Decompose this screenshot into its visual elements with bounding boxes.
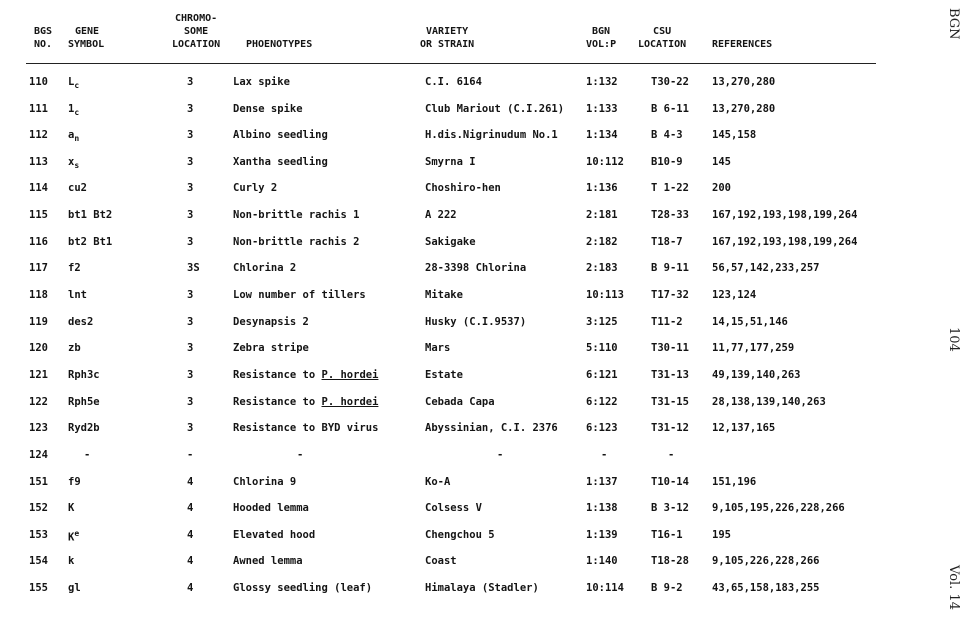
variety-cell: - <box>497 449 504 461</box>
chromosome-cell: 3 <box>187 182 194 194</box>
references-cell: 167,192,193,198,199,264 <box>712 209 858 221</box>
csu-location-cell: T16-1 <box>651 529 683 541</box>
csu-location-cell: T10-14 <box>651 476 689 488</box>
chromosome-cell: 3 <box>187 129 194 141</box>
csu-location-cell: B10-9 <box>651 156 683 168</box>
references-cell: 28,138,139,140,263 <box>712 396 826 408</box>
phenotype-cell: Xantha seedling <box>233 156 328 168</box>
references-cell: 56,57,142,233,257 <box>712 262 820 274</box>
variety-cell: Ko-A <box>425 476 451 488</box>
variety-cell: Smyrna I <box>425 156 476 168</box>
chromosome-cell: 4 <box>187 529 194 541</box>
bgn-vol-cell: 10:113 <box>586 289 624 301</box>
gene-symbol-cell: lnt <box>68 289 87 301</box>
csu-location-cell: T17-32 <box>651 289 689 301</box>
references-cell: 200 <box>712 182 731 194</box>
col-header-chromosome-location: CHROMO- SOME LOCATION <box>172 13 221 50</box>
table-row <box>0 236 900 256</box>
chromosome-cell: 3S <box>187 262 200 274</box>
bgs-no-cell: 119 <box>29 316 48 328</box>
phenotype-cell: Resistance to BYD virus <box>233 422 379 434</box>
bgs-no-cell: 116 <box>29 236 48 248</box>
bgn-vol-cell: 10:112 <box>586 156 624 168</box>
bgs-no-cell: 124 <box>29 449 48 461</box>
phenotype-cell: Desynapsis 2 <box>233 316 309 328</box>
volume-label: Vol. 14 <box>946 565 961 610</box>
bgn-vol-cell: 1:137 <box>586 476 618 488</box>
csu-location-cell: T31-15 <box>651 396 689 408</box>
table-row <box>0 182 900 202</box>
phenotype-cell: Non-brittle rachis 1 <box>233 209 360 221</box>
chromosome-cell: 3 <box>187 369 194 381</box>
bgn-vol-cell: 2:181 <box>586 209 618 221</box>
chromosome-cell: 3 <box>187 316 194 328</box>
phenotype-cell: Curly 2 <box>233 182 278 194</box>
csu-location-cell: T11-2 <box>651 316 683 328</box>
table-row <box>0 342 900 362</box>
table-row <box>0 209 900 229</box>
table-row <box>0 103 900 123</box>
chromosome-cell: 3 <box>187 76 194 88</box>
bgn-vol-cell: 1:140 <box>586 555 618 567</box>
chromosome-cell: 3 <box>187 103 194 115</box>
csu-location-cell: T30-22 <box>651 76 689 88</box>
gene-superscript: e <box>74 529 80 538</box>
references-cell: 123,124 <box>712 289 757 301</box>
chromosome-cell: 4 <box>187 582 194 594</box>
csu-location-cell: T18-7 <box>651 236 683 248</box>
table-row <box>0 529 900 549</box>
phenotype-cell: Glossy seedling (leaf) <box>233 582 373 594</box>
col-header-variety-strain: VARIETY OR STRAIN <box>420 26 475 50</box>
references-cell: 13,270,280 <box>712 103 776 115</box>
csu-location-cell: B 9-2 <box>651 582 683 594</box>
gene-symbol-cell: des2 <box>68 316 94 328</box>
table-row <box>0 582 900 602</box>
chromosome-cell: 4 <box>187 555 194 567</box>
bgn-vol-cell: 10:114 <box>586 582 624 594</box>
chromosome-cell: 3 <box>187 289 194 301</box>
bgn-vol-cell: 6:123 <box>586 422 618 434</box>
pathogen-name: P. hordei <box>321 369 379 381</box>
csu-location-cell: T30-11 <box>651 342 689 354</box>
col-header-bgn-vol: BGN VOL:P <box>586 26 617 50</box>
phenotype-cell: - <box>297 449 304 461</box>
bgs-no-cell: 120 <box>29 342 48 354</box>
bgn-vol-cell: 5:110 <box>586 342 618 354</box>
gene-symbol-cell: cu2 <box>68 182 87 194</box>
variety-cell: Choshiro-hen <box>425 182 501 194</box>
gene-symbol-cell: $K^e$ <box>68 529 80 544</box>
table-row <box>0 369 900 389</box>
bgs-no-cell: 154 <box>29 555 48 567</box>
gene-subscript: n <box>74 134 80 144</box>
chromosome-cell: 3 <box>187 396 194 408</box>
phenotype-cell: Chlorina 9 <box>233 476 297 488</box>
table-row <box>0 156 900 176</box>
csu-location-cell: T31-12 <box>651 422 689 434</box>
table-row <box>0 396 900 416</box>
chromosome-cell: 3 <box>187 236 194 248</box>
journal-abbrev: BGN <box>946 8 961 40</box>
gene-symbol-cell: - <box>84 449 91 461</box>
bgs-no-cell: 112 <box>29 129 48 141</box>
table-row <box>0 262 900 282</box>
bgn-vol-cell: 6:122 <box>586 396 618 408</box>
gene-symbol-cell: zb <box>68 342 81 354</box>
bgs-no-cell: 117 <box>29 262 48 274</box>
variety-cell: Sakigake <box>425 236 476 248</box>
gene-subscript: s <box>74 161 80 171</box>
phenotype-cell: Lax spike <box>233 76 290 88</box>
references-cell: 43,65,158,183,255 <box>712 582 820 594</box>
bgs-no-cell: 151 <box>29 476 48 488</box>
variety-cell: Club Mariout (C.I.261) <box>425 103 565 115</box>
phenotype-cell: Dense spike <box>233 103 303 115</box>
gene-symbol-cell: $1_c$ <box>68 103 80 118</box>
pathogen-name: P. hordei <box>321 396 379 408</box>
table-row <box>0 289 900 309</box>
phenotype-cell: Hooded lemma <box>233 502 309 514</box>
chromosome-cell: 4 <box>187 502 194 514</box>
table-row <box>0 76 900 96</box>
csu-location-cell: T28-33 <box>651 209 689 221</box>
references-cell: 145,158 <box>712 129 757 141</box>
phenotype-cell: Chlorina 2 <box>233 262 297 274</box>
col-header-phenotypes: PHOENOTYPES <box>246 39 313 50</box>
gene-subscript: c <box>74 81 80 91</box>
phenotype-cell: Low number of tillers <box>233 289 366 301</box>
references-cell: 12,137,165 <box>712 422 776 434</box>
bgn-vol-cell: 2:182 <box>586 236 618 248</box>
bgs-no-cell: 121 <box>29 369 48 381</box>
gene-symbol-cell: bt1 Bt2 <box>68 209 113 221</box>
gene-symbol-cell: f2 <box>68 262 81 274</box>
phenotype-cell: Elevated hood <box>233 529 316 541</box>
csu-location-cell: B 4-3 <box>651 129 683 141</box>
gene-symbol-cell: $a_n$ <box>68 129 80 144</box>
table-row <box>0 502 900 522</box>
col-header-gene-symbol: GENE SYMBOL <box>68 26 105 50</box>
gene-symbol-cell: Ryd2b <box>68 422 100 434</box>
table-row <box>0 449 900 469</box>
phenotype-cell: Resistance to P. hordei <box>233 369 379 381</box>
chromosome-cell: 3 <box>187 156 194 168</box>
variety-cell: A 222 <box>425 209 457 221</box>
chromosome-cell: 3 <box>187 209 194 221</box>
variety-cell: Mitake <box>425 289 463 301</box>
variety-cell: Himalaya (Stadler) <box>425 582 539 594</box>
table-row <box>0 422 900 442</box>
csu-location-cell: B 3-12 <box>651 502 689 514</box>
gene-symbol-cell: gl <box>68 582 81 594</box>
csu-location-cell: T31-13 <box>651 369 689 381</box>
col-header-csu-location: CSU LOCATION <box>638 26 687 50</box>
csu-location-cell: - <box>668 449 675 461</box>
gene-symbol-cell: Rph3c <box>68 369 100 381</box>
variety-cell: Coast <box>425 555 457 567</box>
bgs-no-cell: 155 <box>29 582 48 594</box>
gene-subscript: c <box>74 108 80 118</box>
gene-symbol-cell: bt2 Bt1 <box>68 236 113 248</box>
variety-cell: Mars <box>425 342 451 354</box>
bgs-no-cell: 118 <box>29 289 48 301</box>
phenotype-cell: Non-brittle rachis 2 <box>233 236 360 248</box>
bgs-no-cell: 114 <box>29 182 48 194</box>
variety-cell: Abyssinian, C.I. 2376 <box>425 422 558 434</box>
gene-symbol-cell: $L_c$ <box>68 76 80 91</box>
table-row <box>0 129 900 149</box>
header-rule <box>26 63 876 64</box>
phenotype-cell: Resistance to P. hordei <box>233 396 379 408</box>
bgn-vol-cell: 1:136 <box>586 182 618 194</box>
gene-symbol-cell: k <box>68 555 75 567</box>
gene-symbol-cell: K <box>68 502 75 514</box>
references-cell: 9,105,226,228,266 <box>712 555 820 567</box>
table-row <box>0 555 900 575</box>
bgn-vol-cell: - <box>601 449 608 461</box>
bgn-vol-cell: 3:125 <box>586 316 618 328</box>
references-cell: 13,270,280 <box>712 76 776 88</box>
references-cell: 14,15,51,146 <box>712 316 788 328</box>
variety-cell: C.I. 6164 <box>425 76 482 88</box>
col-header-references: REFERENCES <box>712 39 773 50</box>
bgn-vol-cell: 6:121 <box>586 369 618 381</box>
phenotype-cell: Zebra stripe <box>233 342 309 354</box>
variety-cell: Cebada Capa <box>425 396 495 408</box>
csu-location-cell: T 1-22 <box>651 182 689 194</box>
csu-location-cell: B 6-11 <box>651 103 689 115</box>
variety-cell: Colsess V <box>425 502 482 514</box>
chromosome-cell: 3 <box>187 342 194 354</box>
variety-cell: H.dis.Nigrinudum No.1 <box>425 129 558 141</box>
bgs-no-cell: 113 <box>29 156 48 168</box>
references-cell: 167,192,193,198,199,264 <box>712 236 858 248</box>
bgs-no-cell: 122 <box>29 396 48 408</box>
gene-symbol-cell: f9 <box>68 476 81 488</box>
csu-location-cell: B 9-11 <box>651 262 689 274</box>
table-row <box>0 316 900 336</box>
bgs-no-cell: 111 <box>29 103 48 115</box>
bgs-no-cell: 153 <box>29 529 48 541</box>
csu-location-cell: T18-28 <box>651 555 689 567</box>
bgn-vol-cell: 1:132 <box>586 76 618 88</box>
col-header-bgs-no: BGS NO. <box>34 26 53 50</box>
variety-cell: Estate <box>425 369 463 381</box>
bgn-vol-cell: 2:183 <box>586 262 618 274</box>
chromosome-cell: 3 <box>187 422 194 434</box>
references-cell: 11,77,177,259 <box>712 342 795 354</box>
gene-symbol-cell: $x_s$ <box>68 156 80 171</box>
bgs-no-cell: 110 <box>29 76 48 88</box>
bgn-vol-cell: 1:134 <box>586 129 618 141</box>
variety-cell: 28-3398 Chlorina <box>425 262 527 274</box>
references-cell: 49,139,140,263 <box>712 369 801 381</box>
bgs-no-cell: 115 <box>29 209 48 221</box>
bgs-no-cell: 123 <box>29 422 48 434</box>
bgn-vol-cell: 1:133 <box>586 103 618 115</box>
bgs-no-cell: 152 <box>29 502 48 514</box>
gene-symbol-cell: Rph5e <box>68 396 100 408</box>
references-cell: 9,105,195,226,228,266 <box>712 502 845 514</box>
chromosome-cell: - <box>187 449 194 461</box>
references-cell: 145 <box>712 156 731 168</box>
phenotype-cell: Awned lemma <box>233 555 303 567</box>
phenotype-cell: Albino seedling <box>233 129 328 141</box>
variety-cell: Husky (C.I.9537) <box>425 316 527 328</box>
bgn-vol-cell: 1:138 <box>586 502 618 514</box>
variety-cell: Chengchou 5 <box>425 529 495 541</box>
chromosome-cell: 4 <box>187 476 194 488</box>
references-cell: 151,196 <box>712 476 757 488</box>
page-number: 104 <box>946 327 961 352</box>
bgn-vol-cell: 1:139 <box>586 529 618 541</box>
table-row <box>0 476 900 496</box>
references-cell: 195 <box>712 529 731 541</box>
